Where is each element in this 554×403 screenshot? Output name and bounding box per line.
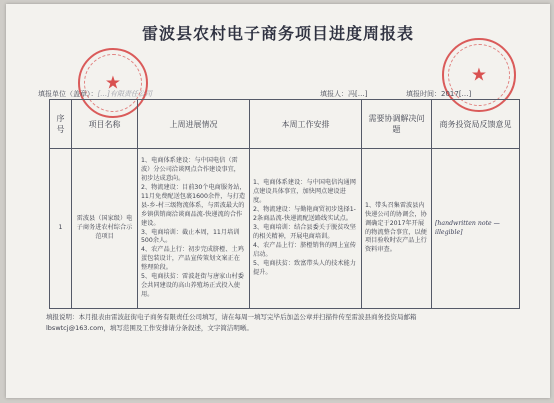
last-week-item: 5、电商扶贫：雷波赶街与唐家山村委会共同建设的高山养殖场正式投入使用。 <box>141 273 244 299</box>
progress-table <box>49 99 520 309</box>
row-no: 1 <box>50 149 72 309</box>
row-last-week <box>138 149 250 309</box>
last-week-item: 4、农产品上行：初步完成脐橙、土鸡蛋包装设计，产品宣传策划文案正在整理阶段。 <box>141 246 244 272</box>
person-label: 填报人： <box>320 90 348 98</box>
row-project-name: 雷波县（国家级）电子商务进农村综合示范项目 <box>72 149 138 309</box>
person-field <box>320 89 367 99</box>
date-value: 2017[…] <box>441 90 472 98</box>
date-label: 填报时间： <box>406 90 441 98</box>
this-week-item: 2、物流建设：与勤艳商贸初步选择1-2条商品流-快递流配送路线实试点。 <box>253 206 356 223</box>
this-week-item: 4、农产品上行：脐橙销售的网上宣传启动。 <box>253 241 356 258</box>
person-value: 冯[…] <box>348 90 368 98</box>
last-week-item: 2、物流建设：目前30个电商服务站，11月免费配送包裹1600余件，与打造县-乡-村三级物流体系，与雷波最大的乡镇供销商洽谈商品流-快递流的合作建设。 <box>141 183 246 227</box>
row-this-week <box>250 149 362 309</box>
report-sheet <box>6 4 550 398</box>
table-row <box>50 149 520 309</box>
footer-note <box>46 312 526 334</box>
this-week-item: 3、电商培训：结合县委关于脱贫攻坚的相关精神，开展电商培训。 <box>253 224 356 240</box>
unit-value: […]有限责任公司 <box>97 90 152 98</box>
date-field <box>406 89 471 99</box>
footer-line: lbswtcj@163.com，填写范围及工作安排请分条叙述，文字简洁明晰。 <box>46 324 253 333</box>
col-header-no: 序号 <box>50 100 72 149</box>
unit-label: 填报单位（盖章）： <box>38 90 98 98</box>
this-week-item: 5、电商扶贫：致富带头人的技术能力提升。 <box>253 259 356 276</box>
col-header-this-week: 本周工作安排 <box>250 100 362 149</box>
row-issues: 1、带头召集雷波县内快递公司的协调会，协调确定于2017年开展的物流整合事宜，以便项目验收时农产品上行资料审查。 <box>362 149 432 309</box>
footer-line: 填报说明：本月报表由雷波赶街电子商务有限责任公司填写，请在每周一填写完毕后加盖公章并扫描件传至雷波县商务投资局邮箱 <box>46 313 417 321</box>
seal-star-icon: ★ <box>104 72 122 94</box>
row-feedback-handwritten: [handwritten note — illegible] <box>432 149 520 309</box>
table-header-row <box>50 100 520 149</box>
col-header-feedback: 商务投资局反馈意见 <box>432 100 520 149</box>
unit-field <box>38 89 152 99</box>
col-header-issues: 需要协调解决问题 <box>362 100 432 149</box>
last-week-item: 3、电商培训：截止本周，11月培训500余人。 <box>141 228 240 245</box>
seal-star-icon: ★ <box>470 64 488 86</box>
report-title: 雷波县农村电子商务项目进度周报表 <box>141 24 414 43</box>
col-header-project: 项目名称 <box>72 100 138 149</box>
col-header-last-week: 上周进展情况 <box>138 100 250 149</box>
last-week-item: 1、电商体系建设：与中国电信（雷波）分公司洽谈网点合作建设事宜，初步达成意向。 <box>141 156 240 182</box>
this-week-item: 1、电商体系建设：与中国电信沟通网点建设具体事宜，加快网点建设进度。 <box>253 179 356 205</box>
